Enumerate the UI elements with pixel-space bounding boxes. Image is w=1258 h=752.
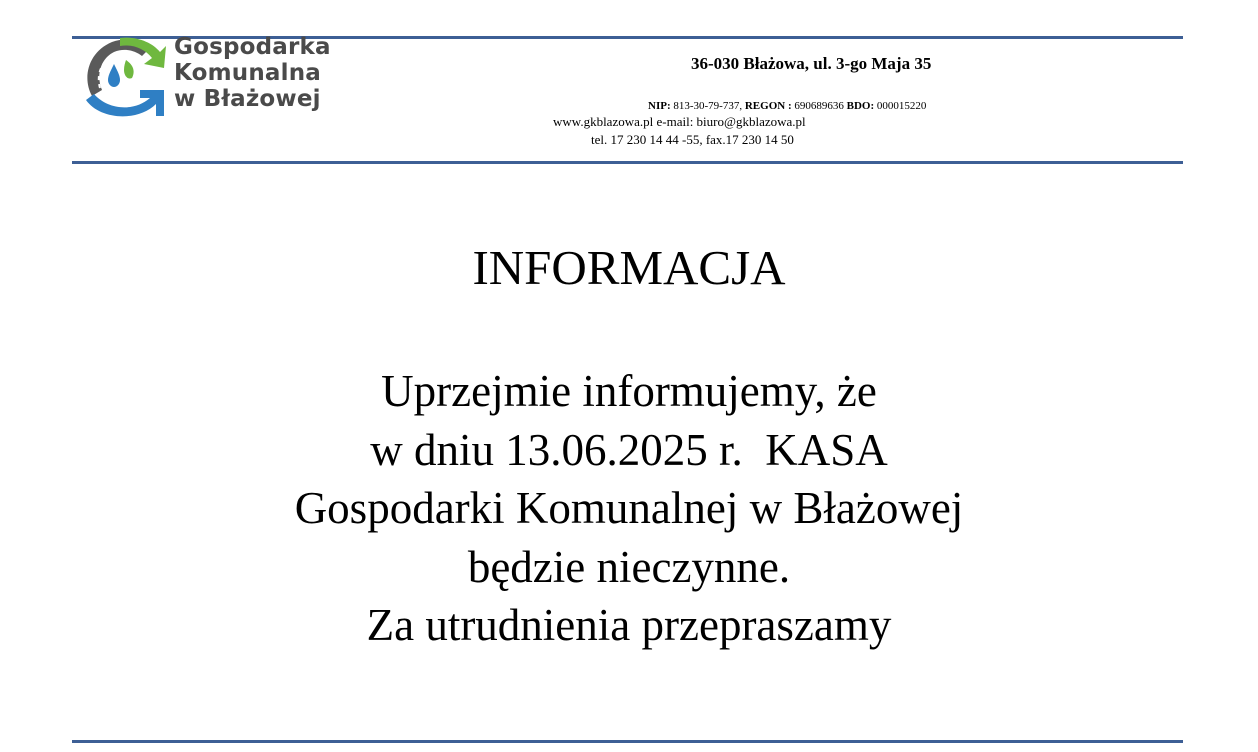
company-logo [80, 34, 350, 120]
bdo-label: BDO: [846, 100, 875, 112]
logo-line-3: w Błażowej [174, 86, 321, 112]
contact-phone-fax: tel. 17 230 14 44 -55, fax.17 230 14 50 [591, 132, 794, 147]
nip-label: NIP: [648, 100, 671, 112]
company-address: 36-030 Błażowa, ul. 3-go Maja 35 [691, 54, 932, 73]
contact-web-email: www.gkblazowa.pl e-mail: biuro@gkblazowa.pl [553, 114, 806, 129]
announcement-line: Gospodarki Komunalnej w Błażowej [294, 483, 964, 533]
announcement-line: Uprzejmie informujemy, że [381, 366, 877, 416]
logo-wordmark [174, 34, 331, 112]
announcement-body [0, 362, 1258, 655]
announcement-line: Za utrudnienia przepraszamy [366, 600, 892, 650]
bdo-value: 000015220 [874, 100, 927, 112]
logo-line-2: Komunalna [174, 60, 322, 86]
nip-value: 813-30-79-737, [670, 100, 745, 112]
announcement-line: będzie nieczynne. [467, 541, 791, 592]
regon-label: REGON : [744, 100, 792, 112]
company-ids [648, 100, 926, 112]
document-title: INFORMACJA [472, 240, 786, 295]
regon-value: 690689636 [791, 100, 847, 112]
header-bottom-rule [72, 161, 1183, 164]
footer-rule [72, 740, 1183, 743]
announcement-line: w dniu 13.06.2025 r. KASA [370, 424, 888, 475]
logo-emblem-icon [80, 34, 166, 120]
logo-line-1: Gospodarka [174, 34, 331, 60]
